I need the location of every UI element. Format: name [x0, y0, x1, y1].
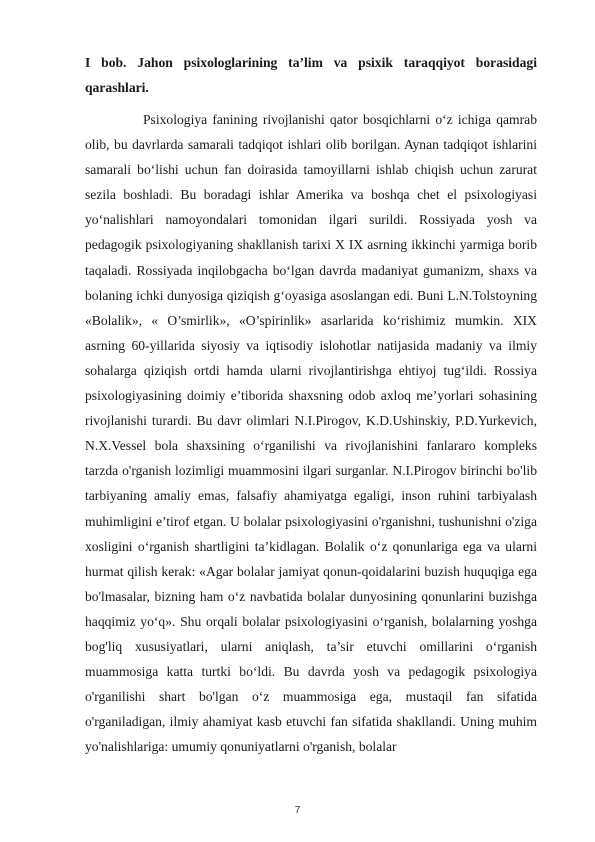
page-number: 7	[294, 805, 301, 816]
body-paragraph: Psixologiya fanining rivojlanishi qator bosqichlarni o‘z ichiga qamrab olib, bu davrlarda samarali tadqiqot ishlari olib borilgan. Aynan tadqiqot ishlarini samarali bo‘lishi uchun fan doirasida tamoyillarni ishlab chiqish uchun zarurat sezila boshladi. Bu boradagi ishlar Amerika va boshqa chet el psixologiyasi yo‘nalishlari namoyondalari tomonidan ilgari surildi. Rossiyada yosh va pedagogik psixologiyaning shakllanish tarixi X IX asrning ikkinchi yarmiga borib taqaladi. Rossiyada inqilobgacha bo‘lgan davrda madaniyat gumanizm, shaxs va bolaning ichki dunyosiga qiziqish g‘oyasiga asoslangan edi. Buni L.N.Tolstoyning «Bolalik», « O’smirlik», «O’spirinlik» asarlarida ko‘rishimiz mumkin. XIX asrning 60-yillarida siyosiy va iqtisodiy islohotlar natijasida madaniy va ilmiy sohalarga qiziqish ortdi hamda ularni rivojlantirishga ehtiyoj tug‘ildi. Rossiya psixologiyasining doimiy e’tiborida shaxsning odob axloq me’yorlari sohasining rivojlanishi turardi. Bu davr olimlari N.I.Pirogov, K.D.Ushinskiy, P.D.Yurkevich, N.X.Vessel bola shaxsining o‘rganilishi va rivojlanishini fanlararo kompleks tarzda o'rganish lozimligi muammosini ilgari surganlar. N.I.Pirogov birinchi bo'lib tarbiyaning amaliy emas, falsafiy ahamiyatga egaligi, inson ruhini tarbiyalash muhimligini e’tirof etgan. U bolalar psixologiyasini o'rganishni, tushunishni o'ziga xosligini o‘rganish shartligini ta’kidlagan. Bolalik o‘z qonunlariga ega va ularni hurmat qilish kerak: «Agar bolalar jamiyat qonun-qoidalarini buzish huquqiga ega bo'lmasalar, bizning ham o‘z navbatida bolalar dunyosining qonunlarini buzishga haqqimiz yo‘q». Shu orqali bolalar psixologiyasini o‘rganish, bolalarning yoshga bog'liq xususiyatlari, ularni aniqlash, ta’sir etuvchi omillarini o‘rganish muammosiga katta turtki bo‘ldi. Bu davrda yosh va pedagogik psixologiya o'rganilishi shart bo'lgan o‘z muammosiga ega, mustaqil fan sifatida o'rganiladigan, ilmiy ahamiyat kasb etuvchi fan sifatida shakllandi. Uning muhim yo'nalishlariga: umumiy qonuniyatlarni o'rganish, bolalar	[85, 112, 537, 755]
chapter-heading: I bob. Jahon psixologlarining ta’lim va psixik taraqqiyot borasidagi qarashlari.	[85, 55, 537, 95]
